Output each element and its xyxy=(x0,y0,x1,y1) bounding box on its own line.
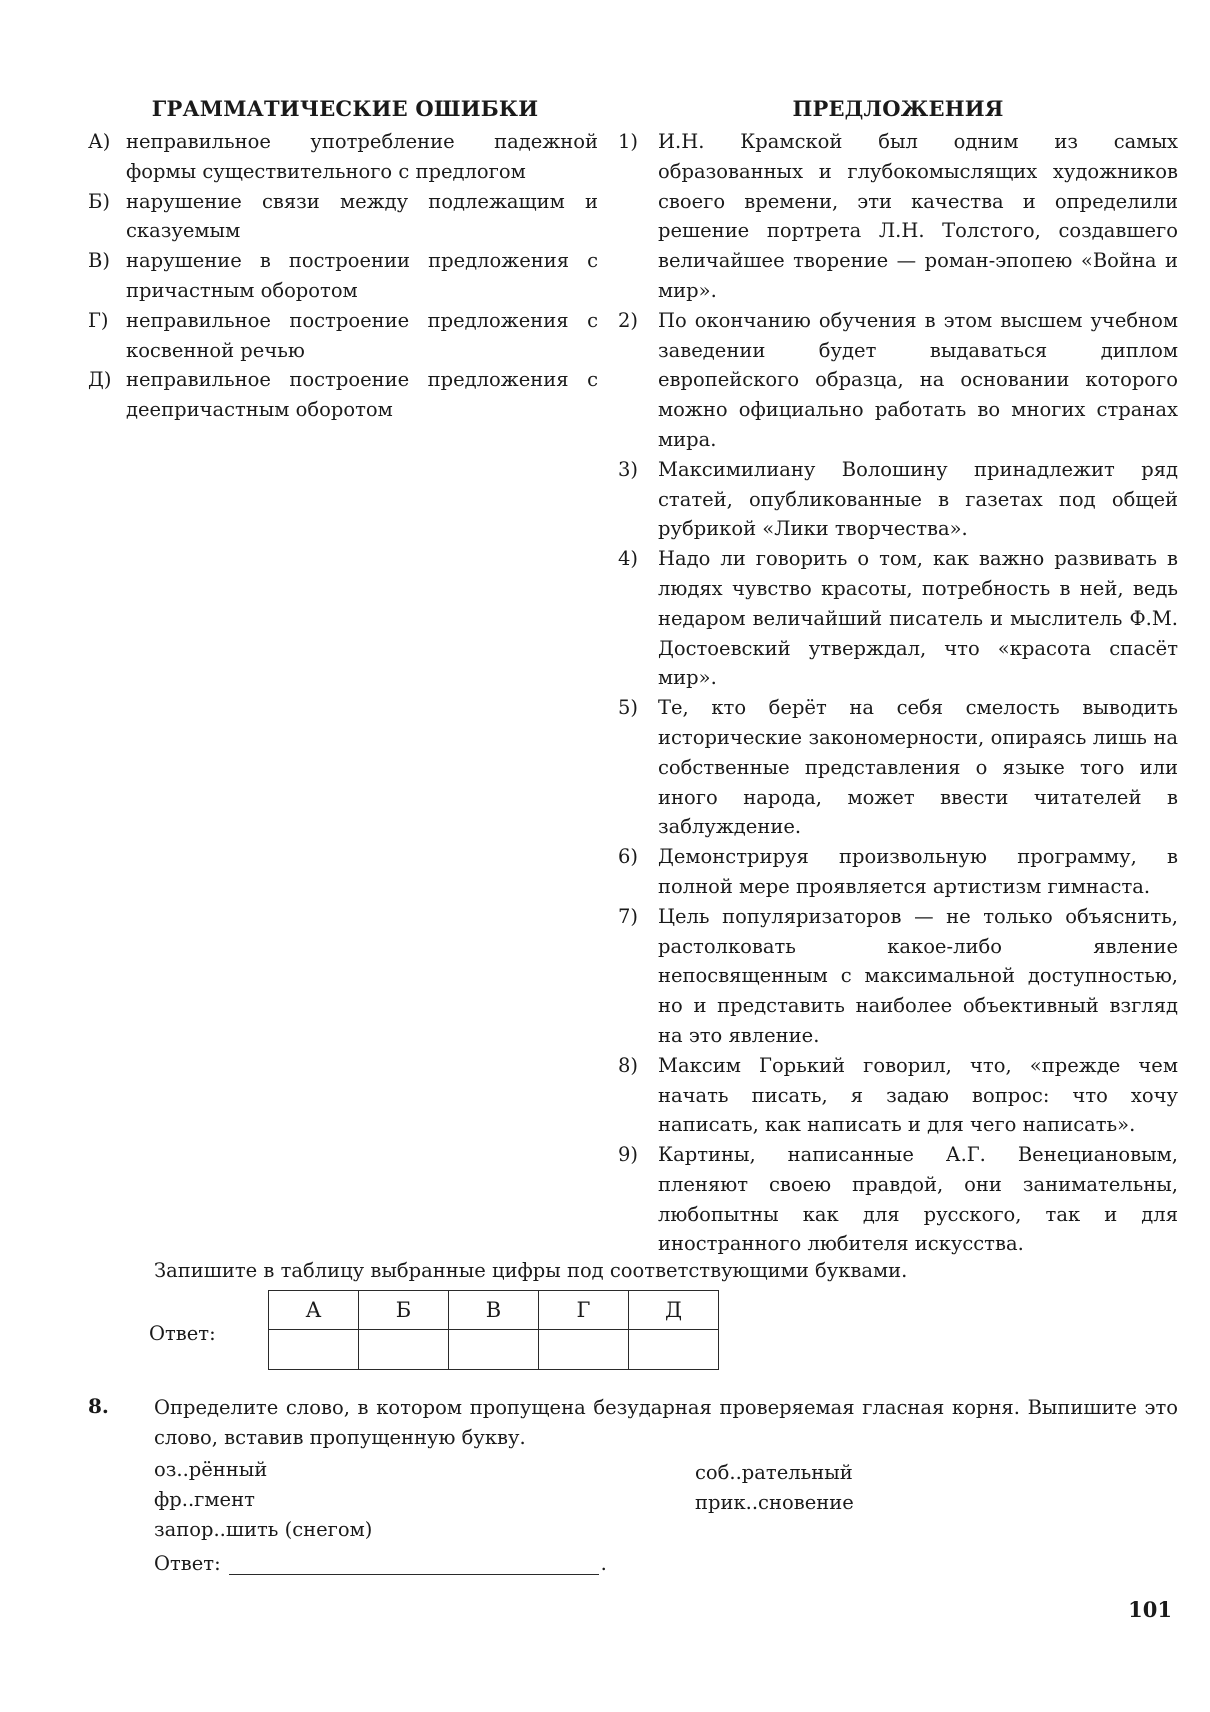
sentences-list xyxy=(618,127,1178,1259)
grammar-errors-list xyxy=(88,127,598,425)
answer-col-a: А xyxy=(269,1291,359,1330)
word-option: запор..шить (снегом) xyxy=(154,1518,373,1541)
error-mark: А) xyxy=(88,130,111,153)
error-mark: В) xyxy=(88,249,110,273)
sentence-number: 2) xyxy=(618,308,639,332)
task-text: Определите слово, в котором пропущена безударная проверяемая гласная корня. Выпишите это слово, вставив пропущенную букву. xyxy=(154,1396,1178,1449)
sentence-text: Цель популяризаторов — не только объяснить, растолковать какое-либо явление непосвященным с максимальной доступностью, но и представить наиболее объективный взгляд на это явление. xyxy=(658,904,1178,1047)
task-number: 8. xyxy=(88,1394,109,1418)
error-item-g xyxy=(88,306,598,366)
word-option: соб..рательный xyxy=(695,1461,853,1484)
error-mark: Б) xyxy=(88,189,110,213)
sentence-text: По окончанию обучения в этом высшем учебном заведении будет выдаваться диплом европейского образца, на основании которого можно официально работать во многих странах мира. xyxy=(658,308,1178,451)
task8-answer-line[interactable] xyxy=(229,1554,599,1575)
sentence-item-9 xyxy=(618,1140,1178,1259)
error-mark: Д) xyxy=(88,368,112,392)
sentence-item-5 xyxy=(618,693,1178,842)
sentence-text: Максим Горький говорил, что, «прежде чем начать писать, я задаю вопрос: что хочу написать, как написать и для чего написать». xyxy=(658,1053,1178,1137)
sentence-item-8 xyxy=(618,1051,1178,1140)
answer-cell-g[interactable] xyxy=(539,1330,629,1370)
word-option: оз..рённый xyxy=(154,1458,268,1481)
error-item-d xyxy=(88,365,598,425)
answer-cell-v[interactable] xyxy=(449,1330,539,1370)
page-number: 101 xyxy=(1128,1597,1172,1622)
answer-col-v: В xyxy=(449,1291,539,1330)
sentence-item-7 xyxy=(618,902,1178,1051)
sentence-text: И.Н. Крамской был одним из самых образованных и глубокомыслящих художников своего времени, эти качества и определили решение портрета Л.Н. Толстого, создавшего величайшее творение — роман-эпопею «Война и мир». xyxy=(658,130,1178,302)
sentence-number: 9) xyxy=(618,1143,639,1167)
word-option: фр..гмент xyxy=(154,1488,255,1511)
answer-cell-d[interactable] xyxy=(629,1330,719,1370)
answer-table xyxy=(268,1290,719,1370)
error-text: неправильное построение предложения с деепричастным оборотом xyxy=(126,368,598,422)
error-text: нарушение связи между подлежащим и сказуемым xyxy=(126,189,598,243)
error-text: неправильное построение предложения с косвенной речью xyxy=(126,308,598,362)
answer-col-b: Б xyxy=(359,1291,449,1330)
answer-col-g: Г xyxy=(539,1291,629,1330)
error-item-v xyxy=(88,246,598,306)
sentence-number: 7) xyxy=(618,904,639,928)
answer-table-input-row xyxy=(269,1330,719,1370)
answer-table-label: Ответ: xyxy=(149,1322,216,1345)
sentence-text: Демонстрируя произвольную программу, в полной мере проявляется артистизм гимнаста. xyxy=(658,845,1178,898)
answer-cell-b[interactable] xyxy=(359,1330,449,1370)
sentence-text: Надо ли говорить о том, как важно развивать в людях чувство красоты, потребность в ней, ведь недаром величайший писатель и мыслитель Ф.М. Достоевский утверждал, что «красота спасёт мир». xyxy=(658,547,1178,690)
sentence-number: 1) xyxy=(618,130,639,153)
sentence-text: Те, кто берёт на себя смелость выводить исторические закономерности, опираясь лишь на собственные представления о языке того или иного народа, может ввести читателей в заблуждение. xyxy=(658,696,1178,839)
sentence-item-1 xyxy=(618,127,1178,306)
table-instruction: Запишите в таблицу выбранные цифры под соответствующими буквами. xyxy=(154,1259,908,1282)
sentence-number: 4) xyxy=(618,547,639,571)
error-item-b xyxy=(88,187,598,247)
sentence-number: 8) xyxy=(618,1053,639,1077)
answer-col-d: Д xyxy=(629,1291,719,1330)
sentence-number: 3) xyxy=(618,457,639,481)
sentence-text: Картины, написанные А.Г. Венециановым, пленяют своею правдой, они занимательны, любопытны как для русского, так и для иностранного любителя искусства. xyxy=(658,1143,1178,1256)
word-option: прик..сновение xyxy=(695,1491,854,1514)
sentences-heading: ПРЕДЛОЖЕНИЯ xyxy=(792,96,1004,121)
task8-answer-period: . xyxy=(600,1552,607,1575)
error-text: неправильное употребление падежной формы существительного с предлогом xyxy=(126,130,598,183)
sentence-item-4 xyxy=(618,544,1178,693)
error-item-a xyxy=(88,127,598,187)
answer-cell-a[interactable] xyxy=(269,1330,359,1370)
sentence-text: Максимилиану Волошину принадлежит ряд статей, опубликованные в газетах под общей рубрикой «Лики творчества». xyxy=(658,457,1178,541)
sentence-number: 6) xyxy=(618,845,639,869)
answer-table-header-row xyxy=(269,1291,719,1330)
error-mark: Г) xyxy=(88,308,109,332)
sentence-number: 5) xyxy=(618,696,639,720)
task8-answer xyxy=(154,1552,607,1575)
grammar-errors-heading: ГРАММАТИЧЕСКИЕ ОШИБКИ xyxy=(151,96,539,121)
sentence-item-6 xyxy=(618,842,1178,902)
task8-answer-label: Ответ: xyxy=(154,1552,221,1575)
sentence-item-3 xyxy=(618,455,1178,544)
sentence-item-2 xyxy=(618,306,1178,455)
error-text: нарушение в построении предложения с причастным оборотом xyxy=(126,249,598,302)
